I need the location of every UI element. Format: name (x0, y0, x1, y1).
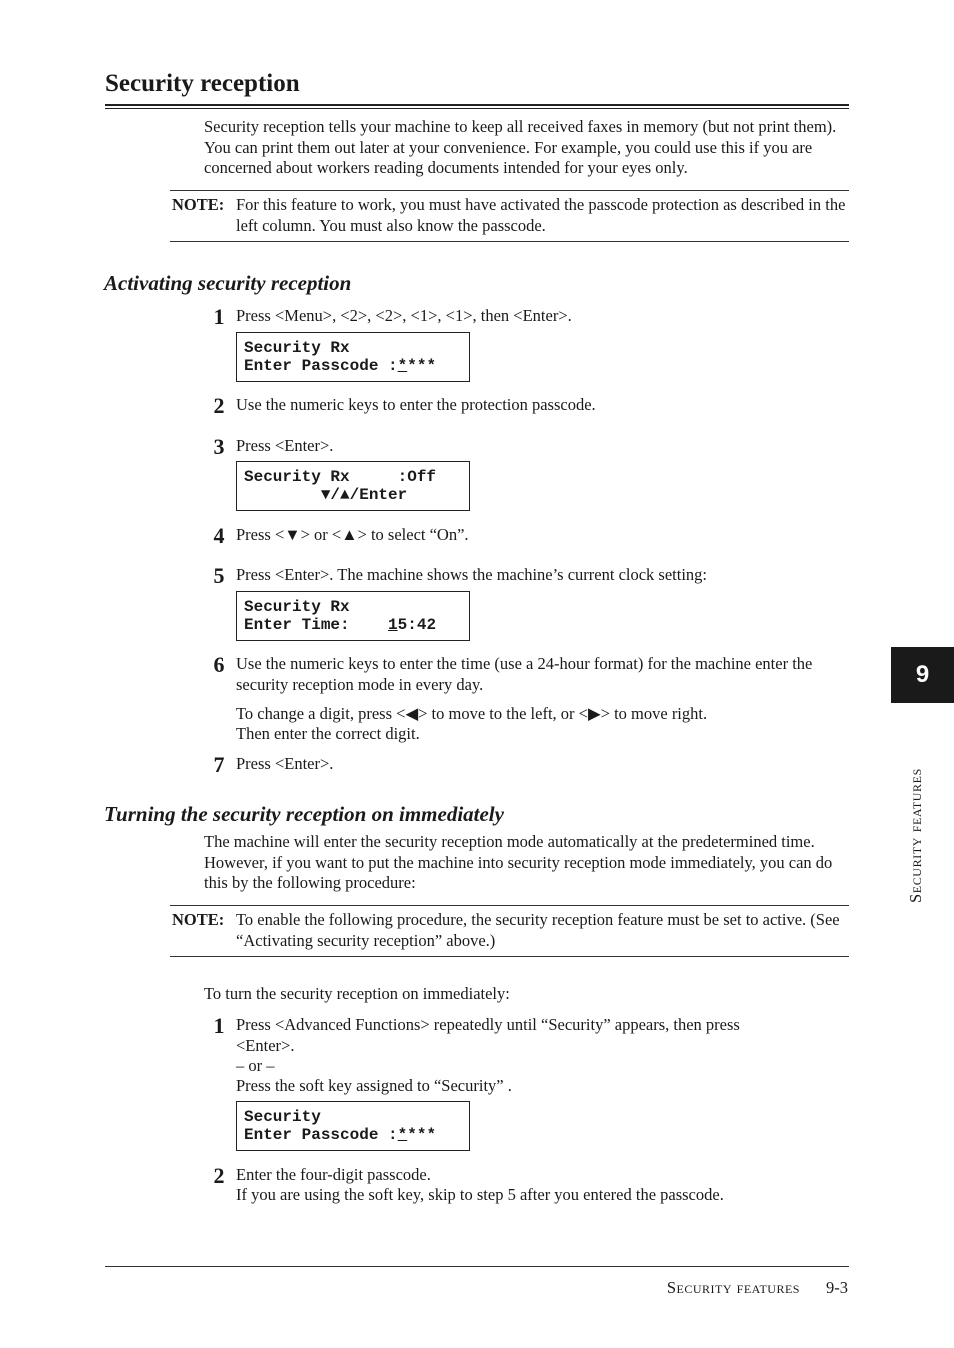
step-number: 3 (213, 434, 225, 459)
title-rule-thick (105, 104, 849, 106)
lcd-display (236, 332, 470, 382)
lcd-line: Security Rx (244, 598, 350, 616)
activating-heading: Activating security reception (104, 271, 352, 295)
step-number: 1 (213, 304, 225, 329)
lcd-cursor: * (397, 1126, 408, 1144)
page-title: Security reception (105, 70, 300, 97)
step-text: Press <Enter>. (236, 754, 334, 773)
step-number: 2 (213, 1163, 225, 1188)
lcd-line (244, 1126, 469, 1144)
chapter-tab: 9 (891, 647, 954, 703)
step-text: Press <▼> or <▲> to select “On”. (236, 525, 469, 544)
note-label: NOTE: (172, 195, 225, 214)
lcd-text: 5:42 (397, 616, 437, 634)
step-number: 2 (213, 393, 225, 418)
lcd-display (236, 591, 470, 641)
page-number: 9-3 (826, 1278, 848, 1297)
step-detail: To change a digit, press <◀> to move to the left, or <▶> to move right. (236, 704, 708, 723)
step-number: 7 (213, 752, 225, 777)
lcd-line (244, 616, 469, 634)
lcd-text: Enter Time: (244, 616, 389, 634)
lcd-line (244, 357, 469, 375)
lcd-text: *** (407, 357, 437, 375)
lcd-display (236, 1101, 470, 1151)
procedure-lead: To turn the security reception on immediately: (204, 984, 510, 1003)
step-text: Press the soft key assigned to “Security” . (236, 1076, 512, 1095)
lcd-cursor: * (397, 357, 408, 375)
lcd-text: *** (407, 1126, 437, 1144)
step-text: Use the numeric keys to enter the protection passcode. (236, 395, 596, 414)
lcd-display (236, 461, 470, 511)
lcd-line: Security (244, 1108, 321, 1126)
note-text: To enable the following procedure, the security reception feature must be set to active. (See “Activating security reception” above.) (236, 910, 840, 950)
footer-rule (105, 1266, 849, 1267)
step-text: Press <Enter>. (236, 436, 334, 455)
note-bottom-rule (170, 956, 849, 957)
step-text: If you are using the soft key, skip to step 5 after you entered the passcode. (236, 1185, 724, 1204)
step-text: Enter the four-digit passcode. (236, 1165, 431, 1184)
step-text: – or – (236, 1056, 275, 1075)
step-number: 5 (213, 563, 225, 588)
lcd-line: Security Rx (244, 339, 350, 357)
note-top-rule (170, 190, 849, 191)
footer (667, 1278, 848, 1298)
step-text: Press <Enter>. The machine shows the machine’s current clock setting: (236, 565, 708, 584)
title-rule-thin (105, 108, 849, 109)
intro-paragraph: Security reception tells your machine to keep all received faxes in memory (but not print them). You can print them out later at your convenience. For example, you could use this if you are concerned about workers reading documents intended for your eyes only. (204, 117, 837, 177)
step-number: 6 (213, 652, 225, 677)
note-label: NOTE: (172, 910, 225, 929)
step-text: Press <Advanced Functions> repeatedly until “Security” appears, then press (236, 1015, 740, 1034)
chapter-side-label: Security features (906, 768, 925, 903)
note-bottom-rule (170, 241, 849, 242)
step-text: <Enter>. (236, 1036, 295, 1055)
lcd-text: Enter Passcode : (244, 357, 398, 375)
lcd-cursor: 1 (388, 616, 398, 634)
step-text: Press <Menu>, <2>, <2>, <1>, <1>, then <Enter>. (236, 306, 572, 325)
step-number: 1 (213, 1013, 225, 1038)
note-text: For this feature to work, you must have activated the passcode protection as described in the left column. You must also know the passcode. (236, 195, 846, 235)
note-top-rule (170, 905, 849, 906)
immediate-intro: The machine will enter the security reception mode automatically at the predetermined time. However, if you want to put the machine into security reception mode immediately, you can do this by the following procedure: (204, 832, 833, 892)
step-detail: Then enter the correct digit. (236, 724, 420, 743)
footer-section: Security features (666, 1278, 800, 1297)
lcd-text: Enter Passcode : (244, 1126, 398, 1144)
step-number: 4 (213, 523, 225, 548)
lcd-line: Security Rx :Off (244, 468, 437, 486)
lcd-line: ▼/▲/Enter (244, 486, 408, 504)
step-text: Use the numeric keys to enter the time (use a 24-hour format) for the machine enter the security reception mode in every day. (236, 654, 813, 694)
immediate-heading: Turning the security reception on immediately (104, 802, 504, 826)
